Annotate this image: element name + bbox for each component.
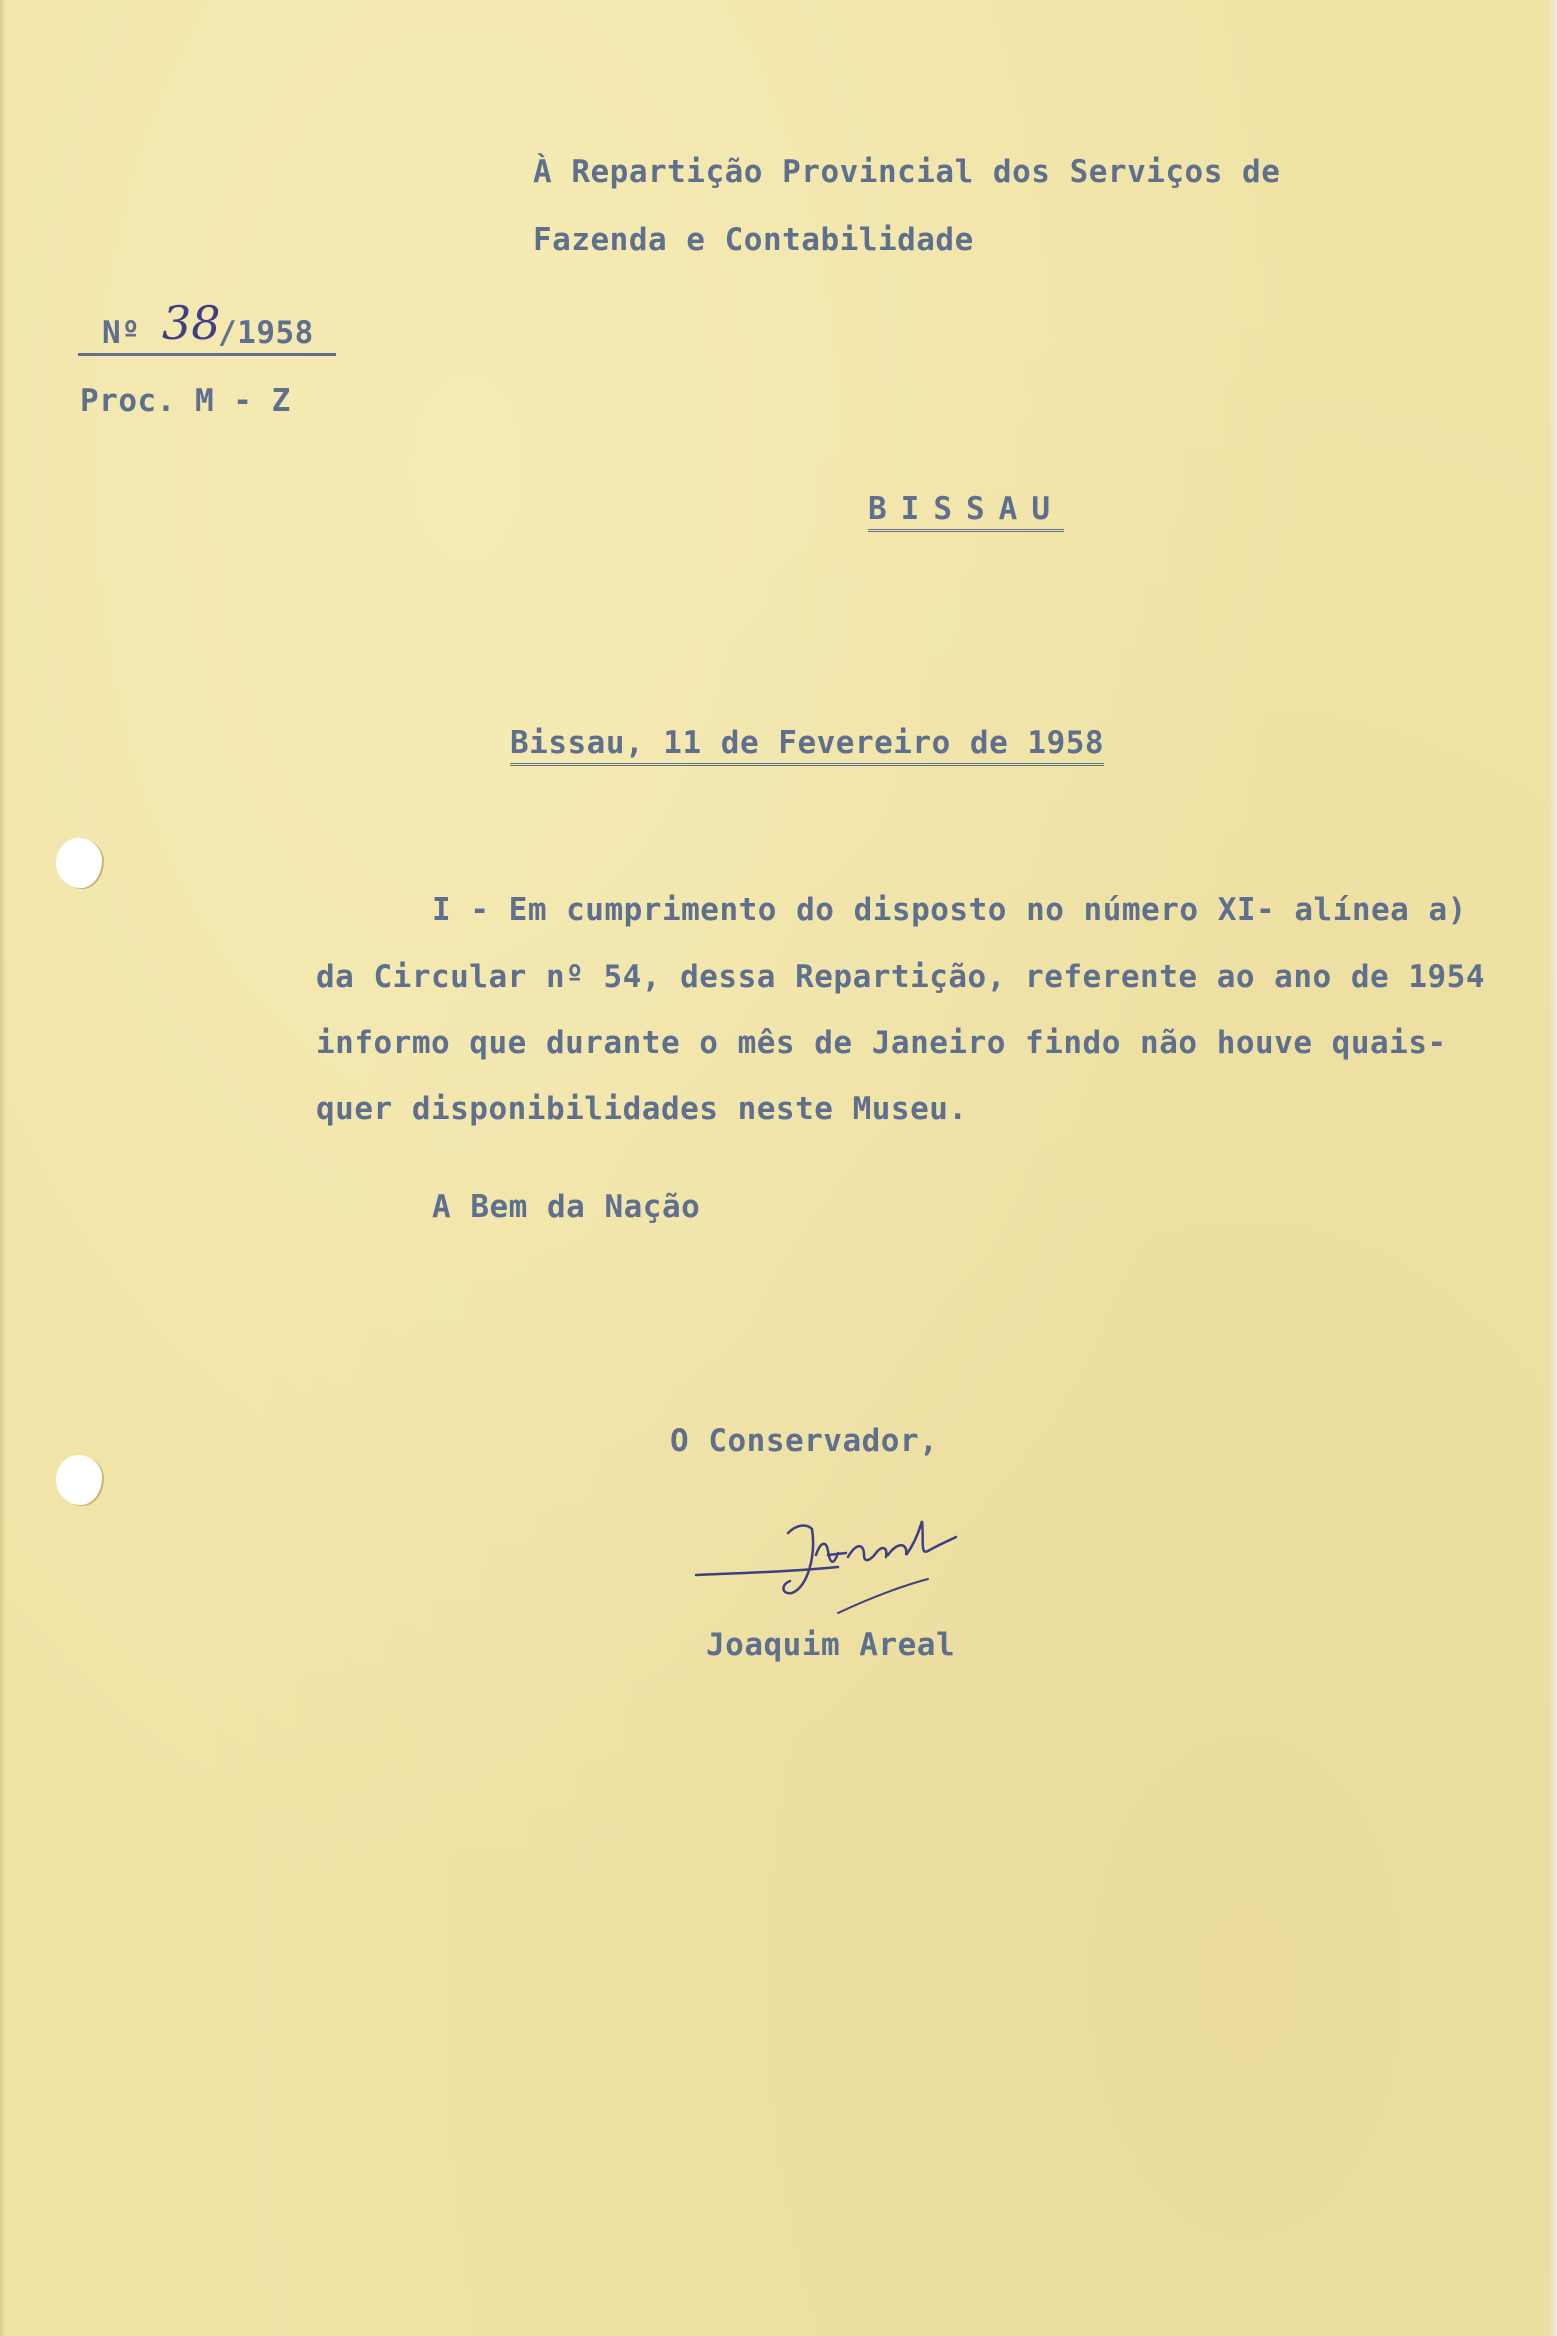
process-reference: Proc. M - Z bbox=[80, 383, 291, 419]
closing-salutation: A Bem da Nação bbox=[432, 1189, 701, 1225]
recipient-line-2: Fazenda e Contabilidade bbox=[533, 222, 974, 258]
paper-left-edge bbox=[0, 0, 6, 2336]
signer-title: O Conservador, bbox=[670, 1423, 939, 1459]
reference-number-prefix: Nº bbox=[102, 315, 141, 351]
date-line: Bissau, 11 de Fevereiro de 1958 bbox=[510, 728, 1104, 766]
destination-heading: BISSAU bbox=[868, 494, 1064, 532]
paper-right-edge bbox=[1549, 0, 1557, 2336]
body-line-1: I - Em cumprimento do disposto no número XI- alínea a) bbox=[432, 892, 1467, 928]
reference-number bbox=[78, 296, 336, 356]
signer-name: Joaquim Areal bbox=[706, 1627, 956, 1663]
body-line-2: da Circular nº 54, dessa Repartição, referente ao ano de 1954 bbox=[316, 959, 1485, 995]
handwritten-signature bbox=[688, 1495, 988, 1635]
reference-number-year: /1958 bbox=[218, 315, 314, 351]
punch-hole-lower bbox=[56, 1455, 102, 1505]
reference-number-handwritten: 38 bbox=[162, 296, 221, 350]
recipient-line-1: À Repartição Provincial dos Serviços de bbox=[533, 154, 1281, 190]
body-line-3: informo que durante o mês de Janeiro findo não houve quais- bbox=[316, 1025, 1447, 1061]
body-line-4: quer disponibilidades neste Museu. bbox=[316, 1091, 968, 1127]
punch-hole-upper bbox=[56, 838, 102, 888]
